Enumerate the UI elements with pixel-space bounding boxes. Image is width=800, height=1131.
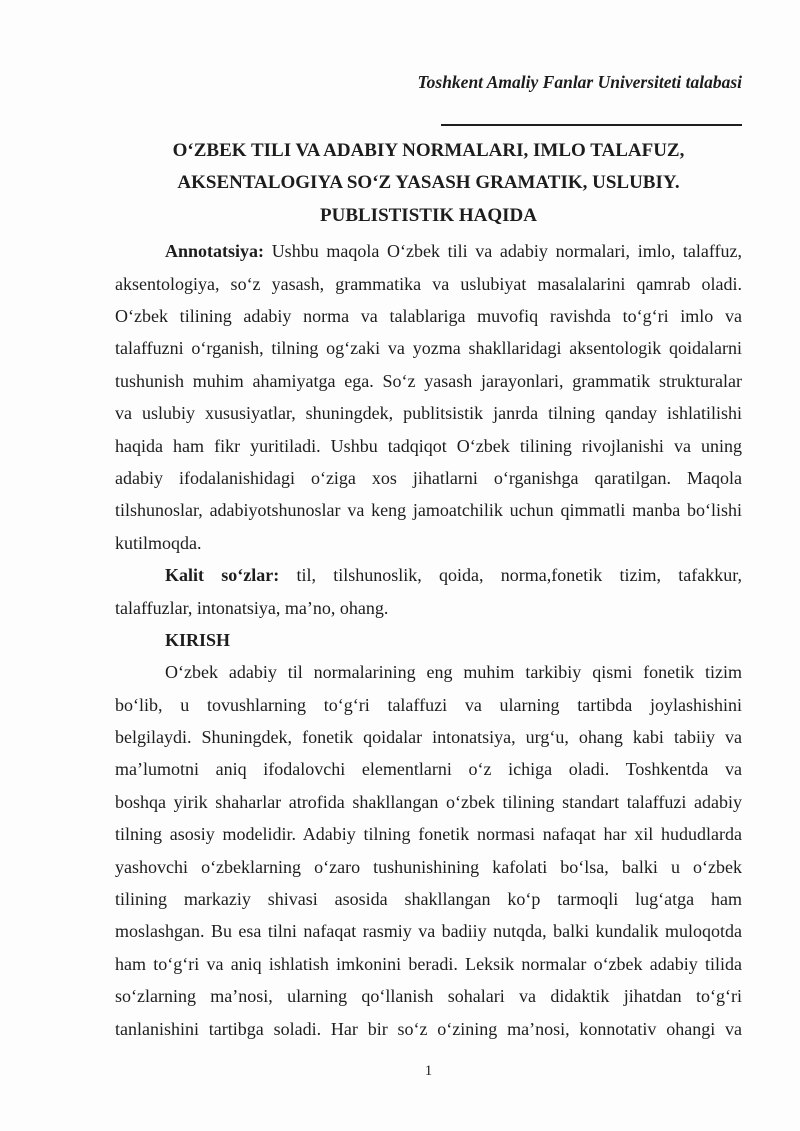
section-heading-kirish: KIRISH xyxy=(165,629,231,650)
paragraph-text: til, tilshunoslik, qoida, norma,fonetik tizim, tafakkur, xyxy=(296,565,742,586)
text-line: ma’lumotni aniq ifodalovchi elementlarni o‘z ichiga oladi. Toshkentda va xyxy=(115,759,742,780)
text-line: adabiy ifodalanishidagi o‘ziga xos jihatlarni o‘rganishga qaratilgan. Maqola xyxy=(115,467,742,488)
signature-line xyxy=(441,124,742,126)
text-line: yashovchi o‘zbeklarning o‘zaro tushunishining kafolati bo‘lsa, balki u o‘zbek xyxy=(115,856,742,877)
page-content xyxy=(115,0,742,1045)
keywords-paragraph xyxy=(115,559,742,624)
text-line: O‘zbek tilining adabiy norma va talablariga muvofiq ravishda to‘g‘ri imlo va xyxy=(115,306,742,326)
text-line: tilining markaziy shivasi asosida shakllangan ko‘p tarmoqli lug‘atga ham xyxy=(115,889,742,910)
text-line: tanlanishini tartibga soladi. Har bir so‘z o‘zining ma’nosi, konnotativ ohangi va xyxy=(115,1018,742,1039)
text-line: tilning asosiy modelidir. Adabiy tilning fonetik normasi nafaqat har xil hududlarda xyxy=(115,824,742,845)
paragraph-label: Kalit so‘zlar: xyxy=(165,565,280,586)
text-line: boshqa yirik shaharlar atrofida shakllangan o‘zbek tilining standart talaffuzi adabiy xyxy=(115,791,742,812)
text-line: so‘zlarning ma’nosi, ularning qo‘llanish sohalari va didaktik jihatdan to‘g‘ri xyxy=(115,986,742,1007)
text-line xyxy=(115,235,742,267)
title-line: PUBLISTISTIK HAQIDA xyxy=(320,204,537,226)
text-line: tushunish muhim ahamiyatga ega. So‘z yasash jarayonlari, grammatik strukturalar xyxy=(115,370,742,391)
annotation-paragraph xyxy=(115,235,742,559)
author-affiliation: Toshkent Amaliy Fanlar Universiteti talabasi xyxy=(417,72,742,92)
title-line: AKSENTALOGIYA SO‘Z YASASH GRAMATIK, USLUBIY. xyxy=(177,172,680,194)
text-line: kutilmoqda. xyxy=(115,532,202,553)
title-line: O‘ZBEK TILI VA ADABIY NORMALARI, IMLO TALAFUZ, xyxy=(172,140,685,161)
text-line xyxy=(115,559,742,591)
text-line: haqida ham fikr yuritiladi. Ushbu tadqiqot O‘zbek tilining rivojlanishi va uning xyxy=(115,435,742,456)
page-number: 1 xyxy=(424,1063,433,1079)
document-title xyxy=(115,135,742,232)
text-line: aksentologiya, so‘z yasash, grammatika va uslubiyat masalalarini qamrab oladi. xyxy=(115,273,742,294)
paragraph-text: Ushbu maqola O‘zbek tili va adabiy normalari, imlo, talaffuz, xyxy=(271,241,742,262)
text-line: O‘zbek adabiy til normalarining eng muhim tarkibiy qismi fonetik tizim xyxy=(165,662,742,683)
text-line: moslashgan. Bu esa tilni nafaqat rasmiy va badiiy nutqda, balki kundalik muloqotda xyxy=(115,921,742,942)
text-line: talaffuzni o‘rganish, tilning og‘zaki va yozma shakllaridagi aksentologik qoidalarni xyxy=(115,338,742,359)
text-line: belgilaydi. Shuningdek, fonetik qoidalar intonatsiya, urg‘u, ohang kabi tabiiy va xyxy=(115,727,742,748)
text-line: tilshunoslar, adabiyotshunoslar va keng jamoatchilik uchun qimmatli manba bo‘lishi xyxy=(115,500,742,521)
text-line: va uslubiy xususiyatlar, shuningdek, publitsistik janrda tilning qanday ishlatilishi xyxy=(115,403,742,424)
paragraph-label: Annotatsiya: xyxy=(165,241,265,262)
text-line: ham to‘g‘ri va aniq ishlatish imkonini beradi. Leksik normalar o‘zbek adabiy tilida xyxy=(115,953,742,974)
kirish-paragraph xyxy=(115,656,742,1045)
text-line: talaffuzlar, intonatsiya, ma’no, ohang. xyxy=(115,597,389,618)
text-line: bo‘lib, u tovushlarning to‘g‘ri talaffuzi va ularning tartibda joylashishini xyxy=(115,694,742,715)
